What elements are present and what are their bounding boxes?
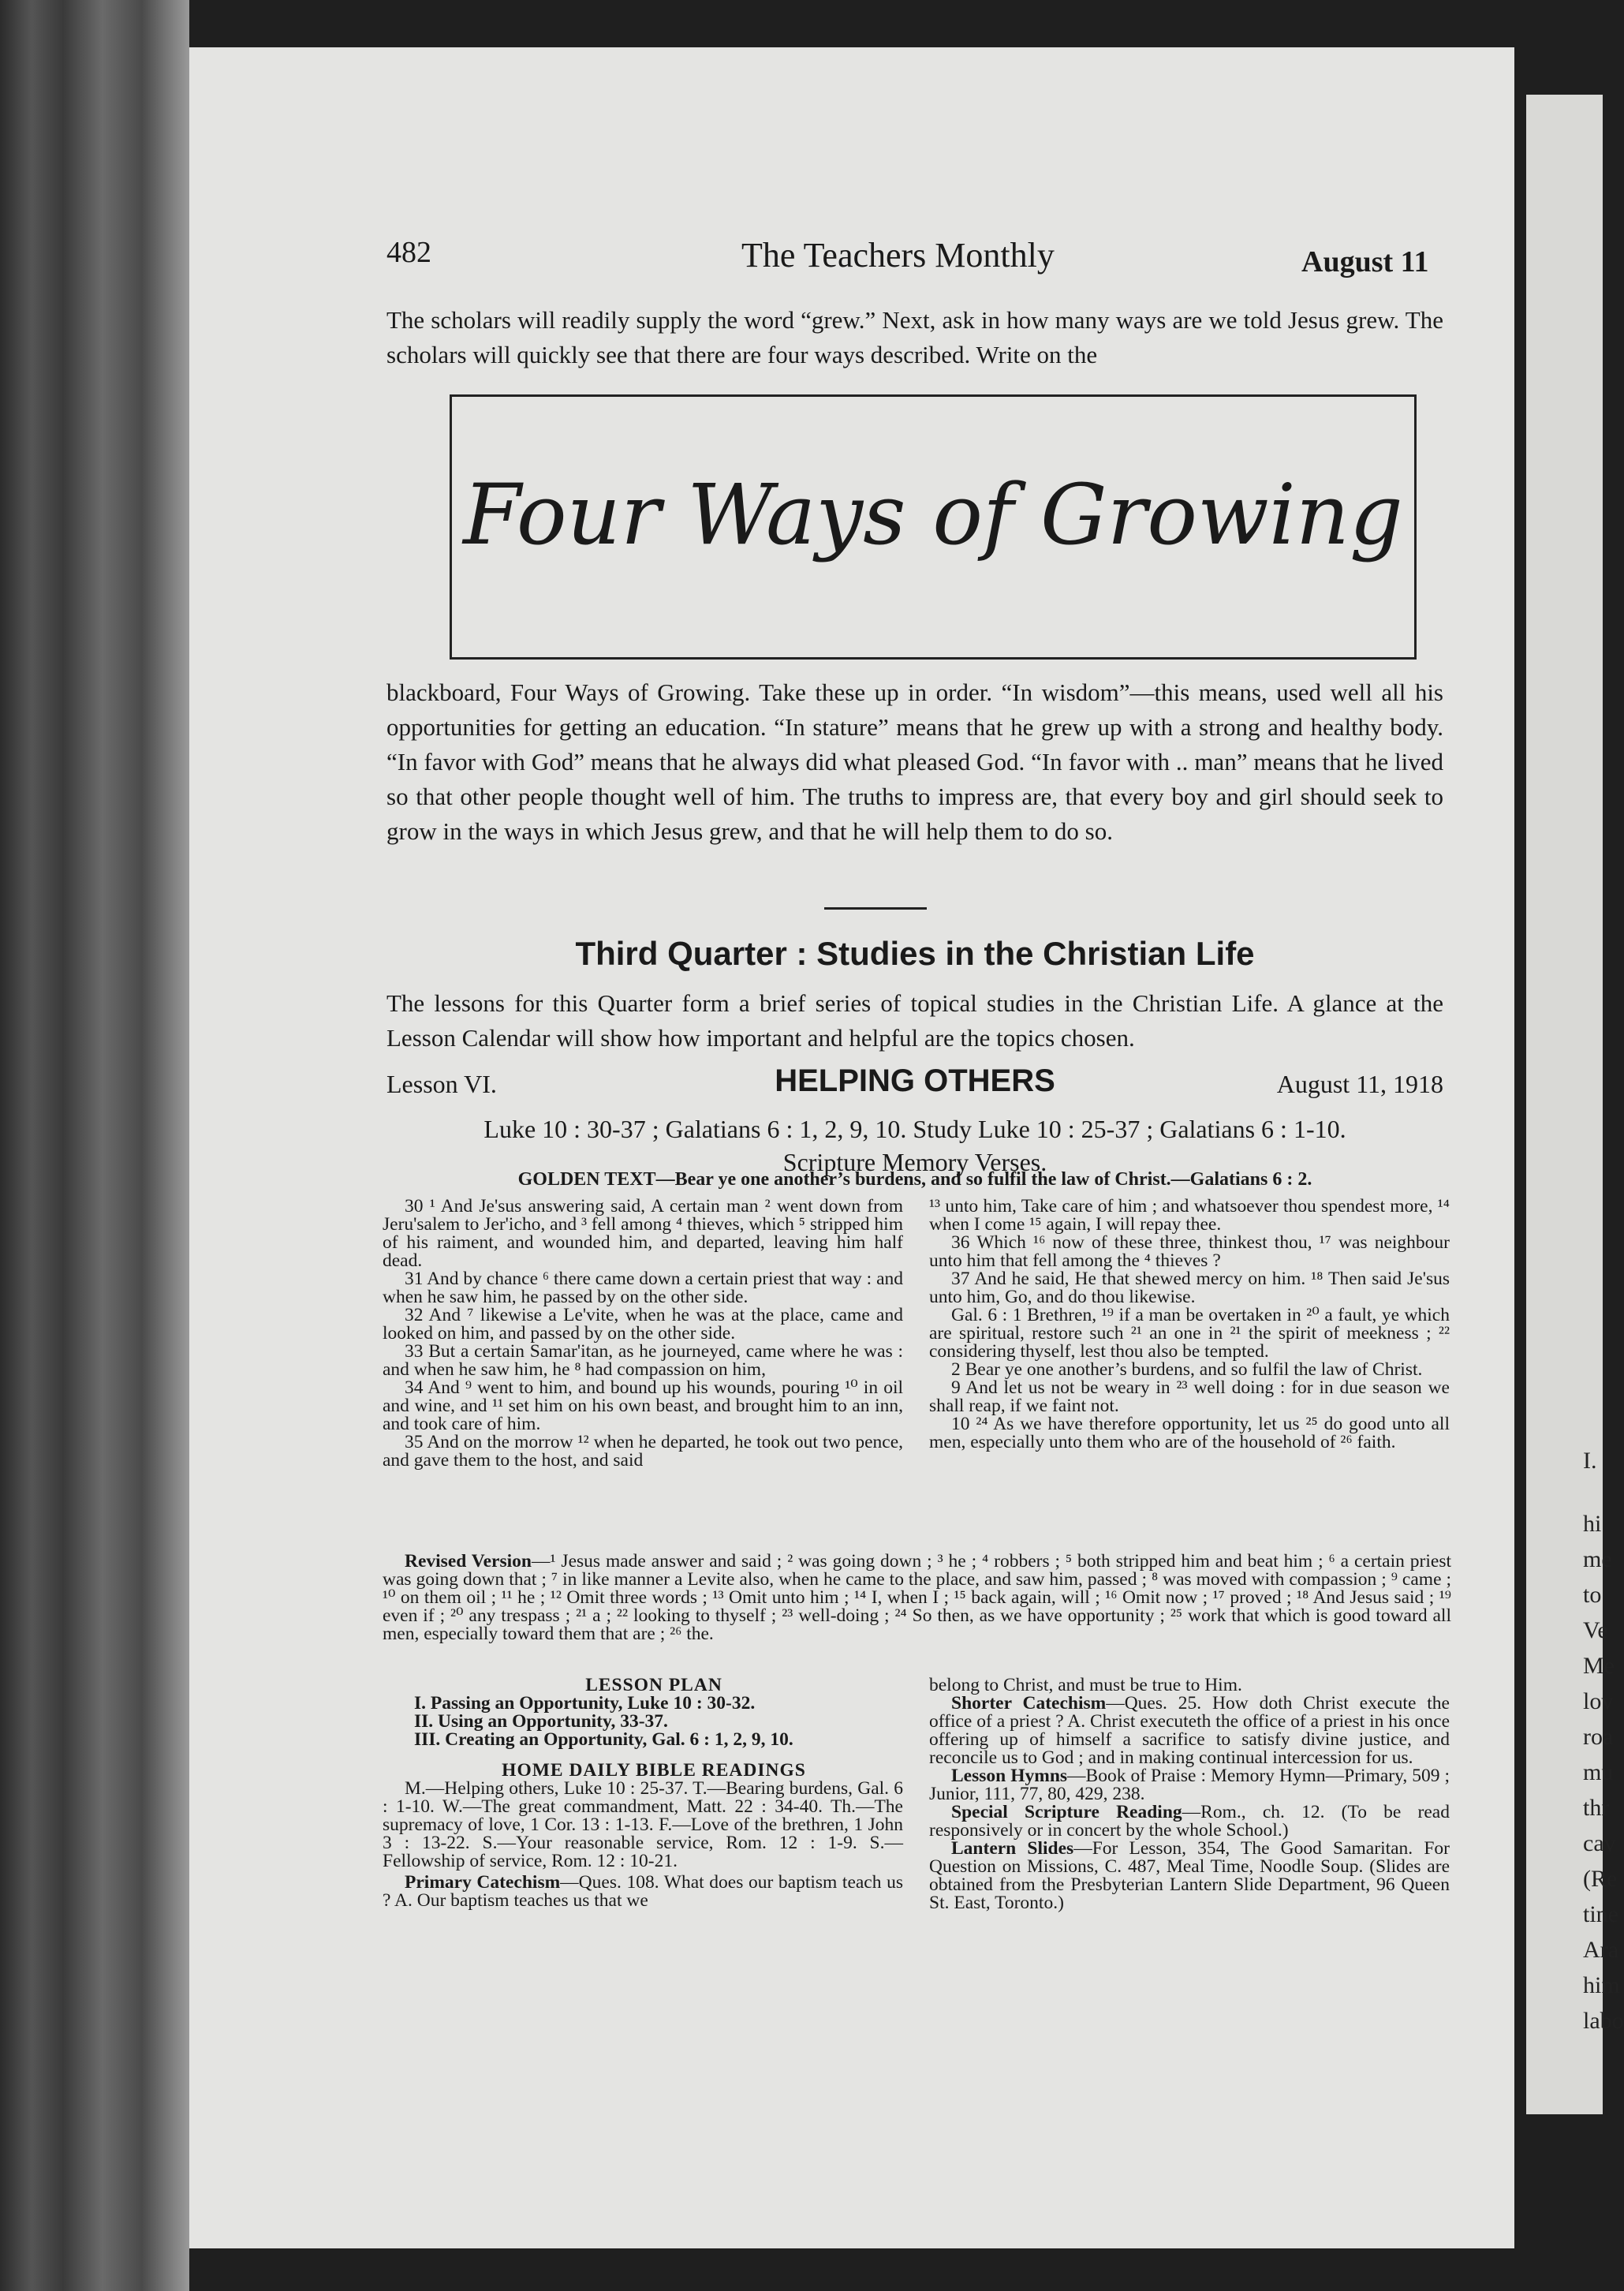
primary-catechism bbox=[383, 1874, 903, 1910]
primary-catechism-label: Primary Catechism bbox=[405, 1872, 561, 1893]
verse: 34 And ⁹ went to him, and bound up his wounds, pouring ¹⁰ in oil and wine, and ¹¹ set him on his own beast, and brought him to an inn, and took care of him. bbox=[383, 1377, 903, 1434]
shorter-catechism-label: Shorter Catechism bbox=[951, 1693, 1107, 1714]
lesson-plan-item: III. Creating an Opportunity, Gal. 6 : 1, 2, 9, 10. bbox=[414, 1729, 793, 1750]
scripture-right-column bbox=[929, 1198, 1450, 1452]
verse: 2 Bear ye one another’s burdens, and so fulfil the law of Christ. bbox=[951, 1359, 1423, 1380]
verse: 36 Which ¹⁶ now of these three, thinkest thou, ¹⁷ was neighbour unto him that fell among the ⁴ thieves ? bbox=[929, 1232, 1450, 1271]
fragment: to bbox=[1583, 1582, 1602, 1608]
shorter-catechism-text: —Ques. 25. How doth Christ execute the office of a priest ? A. Christ executeth the office of a priest in his once offering up of himself a sacrifice to satisfy divine justice, and reconcile us to God ; and in making continual intercession for us. bbox=[929, 1693, 1450, 1768]
verse: 10 ²⁴ As we have therefore opportunity, let us ²⁵ do good unto all men, especially unto them who are of the household of ²⁶ faith. bbox=[929, 1414, 1450, 1452]
section-divider bbox=[824, 907, 927, 910]
fragment: hi bbox=[1583, 1511, 1602, 1537]
fragment: roa bbox=[1583, 1724, 1614, 1750]
verse: ¹³ unto him, Take care of him ; and whatsoever thou spendest more, ¹⁴ when I come ¹⁵ again, I will repay thee. bbox=[929, 1196, 1450, 1235]
fragment: tine bbox=[1583, 1901, 1618, 1927]
lesson-hymns-text: —Book of Praise : Memory Hymn—Primary, 509 ; Junior, 111, 77, 80, 429, 238. bbox=[929, 1766, 1450, 1804]
running-date: August 11 bbox=[1301, 245, 1429, 278]
lesson-header bbox=[386, 1063, 1443, 1103]
lesson-plan-item: II. Using an Opportunity, 33-37. bbox=[414, 1711, 668, 1732]
special-scripture-label: Special Scripture Reading bbox=[951, 1802, 1182, 1822]
fragment: me bbox=[1583, 1546, 1612, 1572]
lesson-date: August 11, 1918 bbox=[1276, 1070, 1443, 1098]
lesson-number: Lesson VI. bbox=[386, 1070, 497, 1098]
lower-right-column bbox=[929, 1676, 1450, 1912]
blackboard-box bbox=[450, 394, 1417, 660]
lesson-plan-heading: LESSON PLAN bbox=[585, 1675, 722, 1695]
verse: 35 And on the morrow ¹² when he departed, he took out two pence, and gave them to the host, and said bbox=[383, 1432, 903, 1471]
verse: Gal. 6 : 1 Brethren, ¹⁹ if a man be overtaken in ²⁰ a fault, ye which are spiritual, restore such ²¹ an one in ²¹ the spirit of meekness ; ²² considering thyself, lest thou also be tempted. bbox=[929, 1305, 1450, 1362]
adjacent-page-edge bbox=[1526, 95, 1624, 2114]
fragment: (Re bbox=[1583, 1866, 1618, 1892]
fragment: lov bbox=[1583, 1688, 1614, 1714]
lantern-slides-text: —For Lesson, 354, The Good Samaritan. For Question on Missions, C. 487, Meal Time, Noodle Soup. (Slides are obtained from the Presbyterian Lantern Slide Department, 96 Queen St. East, Toronto.) bbox=[929, 1838, 1450, 1913]
primary-catechism-text: —Ques. 108. What does our baptism teach us ? A. Our baptism teaches us that we bbox=[383, 1872, 903, 1911]
fragment: thr bbox=[1583, 1795, 1610, 1821]
verse: 37 And he said, He that shewed mercy on him. ¹⁸ Then said Je'sus unto him, Go, and do thou likewise. bbox=[929, 1269, 1450, 1307]
blackboard-title: Four Ways of Growing bbox=[463, 466, 1403, 563]
lesson-title: HELPING OTHERS bbox=[775, 1063, 1055, 1098]
fragment: labo bbox=[1583, 2008, 1624, 2034]
fragment: I. bbox=[1583, 1448, 1597, 1474]
home-readings-heading: HOME DAILY BIBLE READINGS bbox=[502, 1760, 806, 1781]
fragment: Me bbox=[1583, 1653, 1615, 1679]
fragment: him bbox=[1583, 1972, 1620, 1998]
fragment: Ara bbox=[1583, 1937, 1618, 1963]
fragment: cav bbox=[1583, 1830, 1616, 1856]
page-number: 482 bbox=[386, 236, 431, 269]
lesson-plan-item: I. Passing an Opportunity, Luke 10 : 30-32. bbox=[414, 1693, 756, 1714]
golden-text: GOLDEN TEXT—Bear ye one another’s burdens, and so fulfil the law of Christ.—Galatians 6 : 2. bbox=[517, 1169, 1312, 1190]
lantern-slides bbox=[929, 1840, 1450, 1912]
revised-version-label: Revised Version bbox=[405, 1551, 532, 1572]
catechism-continuation: belong to Christ, and must be true to Him. bbox=[929, 1675, 1242, 1695]
lower-left-column bbox=[383, 1676, 903, 1910]
fragment: Ve bbox=[1583, 1617, 1608, 1643]
blackboard-paragraph: blackboard, Four Ways of Growing. Take these up in order. “In wisdom”—this means, used well all his opportunities for getting an education. “In stature” means that he grew up with a strong and healthy body. “In favor with God” means that he always did what pleased God. “In favor with .. man” means that he lived so that other people thought well of him. The truths to impress are, that every boy and girl should seek to grow in the ways in which Jesus grew, and that he will help them to do so. bbox=[386, 678, 1443, 845]
lesson-hymns-label: Lesson Hymns bbox=[951, 1766, 1068, 1786]
revised-version bbox=[383, 1553, 1451, 1643]
verse: 9 And let us not be weary in ²³ well doing : for in due season we shall reap, if we faint not. bbox=[929, 1377, 1450, 1416]
book-binding bbox=[0, 0, 189, 2291]
special-scripture bbox=[929, 1803, 1450, 1840]
verse: 31 And by chance ⁶ there came down a certain priest that way : and when he saw him, he passed by on the other side. bbox=[383, 1269, 904, 1307]
scripture-left-column bbox=[383, 1198, 903, 1470]
intro-paragraph: The scholars will readily supply the word “grew.” Next, ask in how many ways are we told Jesus grew. The scholars will quickly see that there are four ways described. Write on the bbox=[386, 306, 1443, 368]
revised-version-text: —¹ Jesus made answer and said ; ² was going down ; ³ he ; ⁴ robbers ; ⁵ both stripped him and beat him ; ⁶ a certain priest was going down that ; ⁷ in like manner a Levite also, when he came to the place, and saw him, passed ; ⁸ was moved with compassion ; ⁹ came ; ¹⁰ on them oil ; ¹¹ he ; ¹² Omit three words ; ¹³ Omit unto him ; ¹⁴ I, when I ; ¹⁵ back again, will ; ¹⁶ Omit now ; ¹⁷ proved ; ¹⁸ And Jesus said ; ¹⁹ even if ; ²⁰ any trespass ; ²¹ a ; ²² looking to thyself ; ²³ well-doing ; ²⁴ So then, as we have opportunity ; ²⁵ work that which is good toward all men, especially toward them that are ; ²⁶ the. bbox=[383, 1551, 1451, 1644]
memory-verses-note: Scripture Memory Verses. bbox=[782, 1148, 1047, 1176]
quarter-title: Third Quarter : Studies in the Christian Life bbox=[575, 935, 1255, 972]
quarter-paragraph: The lessons for this Quarter form a brief series of topical studies in the Christian Life. A glance at the Lesson Calendar will show how important and helpful are the topics chosen. bbox=[386, 989, 1443, 1052]
home-readings-text: M.—Helping others, Luke 10 : 25-37. T.—Bearing burdens, Gal. 6 : 1-10. W.—The great commandment, Matt. 22 : 34-40. Th.—The supremacy of love, 1 Cor. 13 : 1-13. F.—Love of the brethren, 1 John 3 : 13-22. S.—Your reasonable service, Rom. 12 : 1-9. S.—Fellowship of service, Rom. 12 : 10-21. bbox=[383, 1778, 903, 1871]
lesson-refs: Luke 10 : 30-37 ; Galatians 6 : 1, 2, 9, 10. Study Luke 10 : 25-37 ; Galatians 6 : 1-10. bbox=[483, 1115, 1346, 1143]
lantern-slides-label: Lantern Slides bbox=[951, 1838, 1074, 1859]
verse: 33 But a certain Samar'itan, as he journeyed, came where he was : and when he saw him, he ⁸ had compassion on him, bbox=[383, 1341, 903, 1380]
shorter-catechism bbox=[929, 1695, 1450, 1767]
special-scripture-text: —Rom., ch. 12. (To be read responsively or in concert by the whole School.) bbox=[929, 1802, 1450, 1841]
verse: 30 ¹ And Je'sus answering said, A certain man ² went down from Jeru'salem to Jer'icho, and ³ fell among ⁴ thieves, which ⁵ stripped him of his raiment, and wounded him, and departed, leaving him half dead. bbox=[383, 1196, 903, 1271]
verse: 32 And ⁷ likewise a Le'vite, when he was at the place, came and looked on him, and passed by on the other side. bbox=[383, 1305, 903, 1344]
lesson-hymns bbox=[929, 1767, 1450, 1803]
running-title: The Teachers Monthly bbox=[741, 236, 1055, 275]
fragment: mu bbox=[1583, 1759, 1614, 1785]
